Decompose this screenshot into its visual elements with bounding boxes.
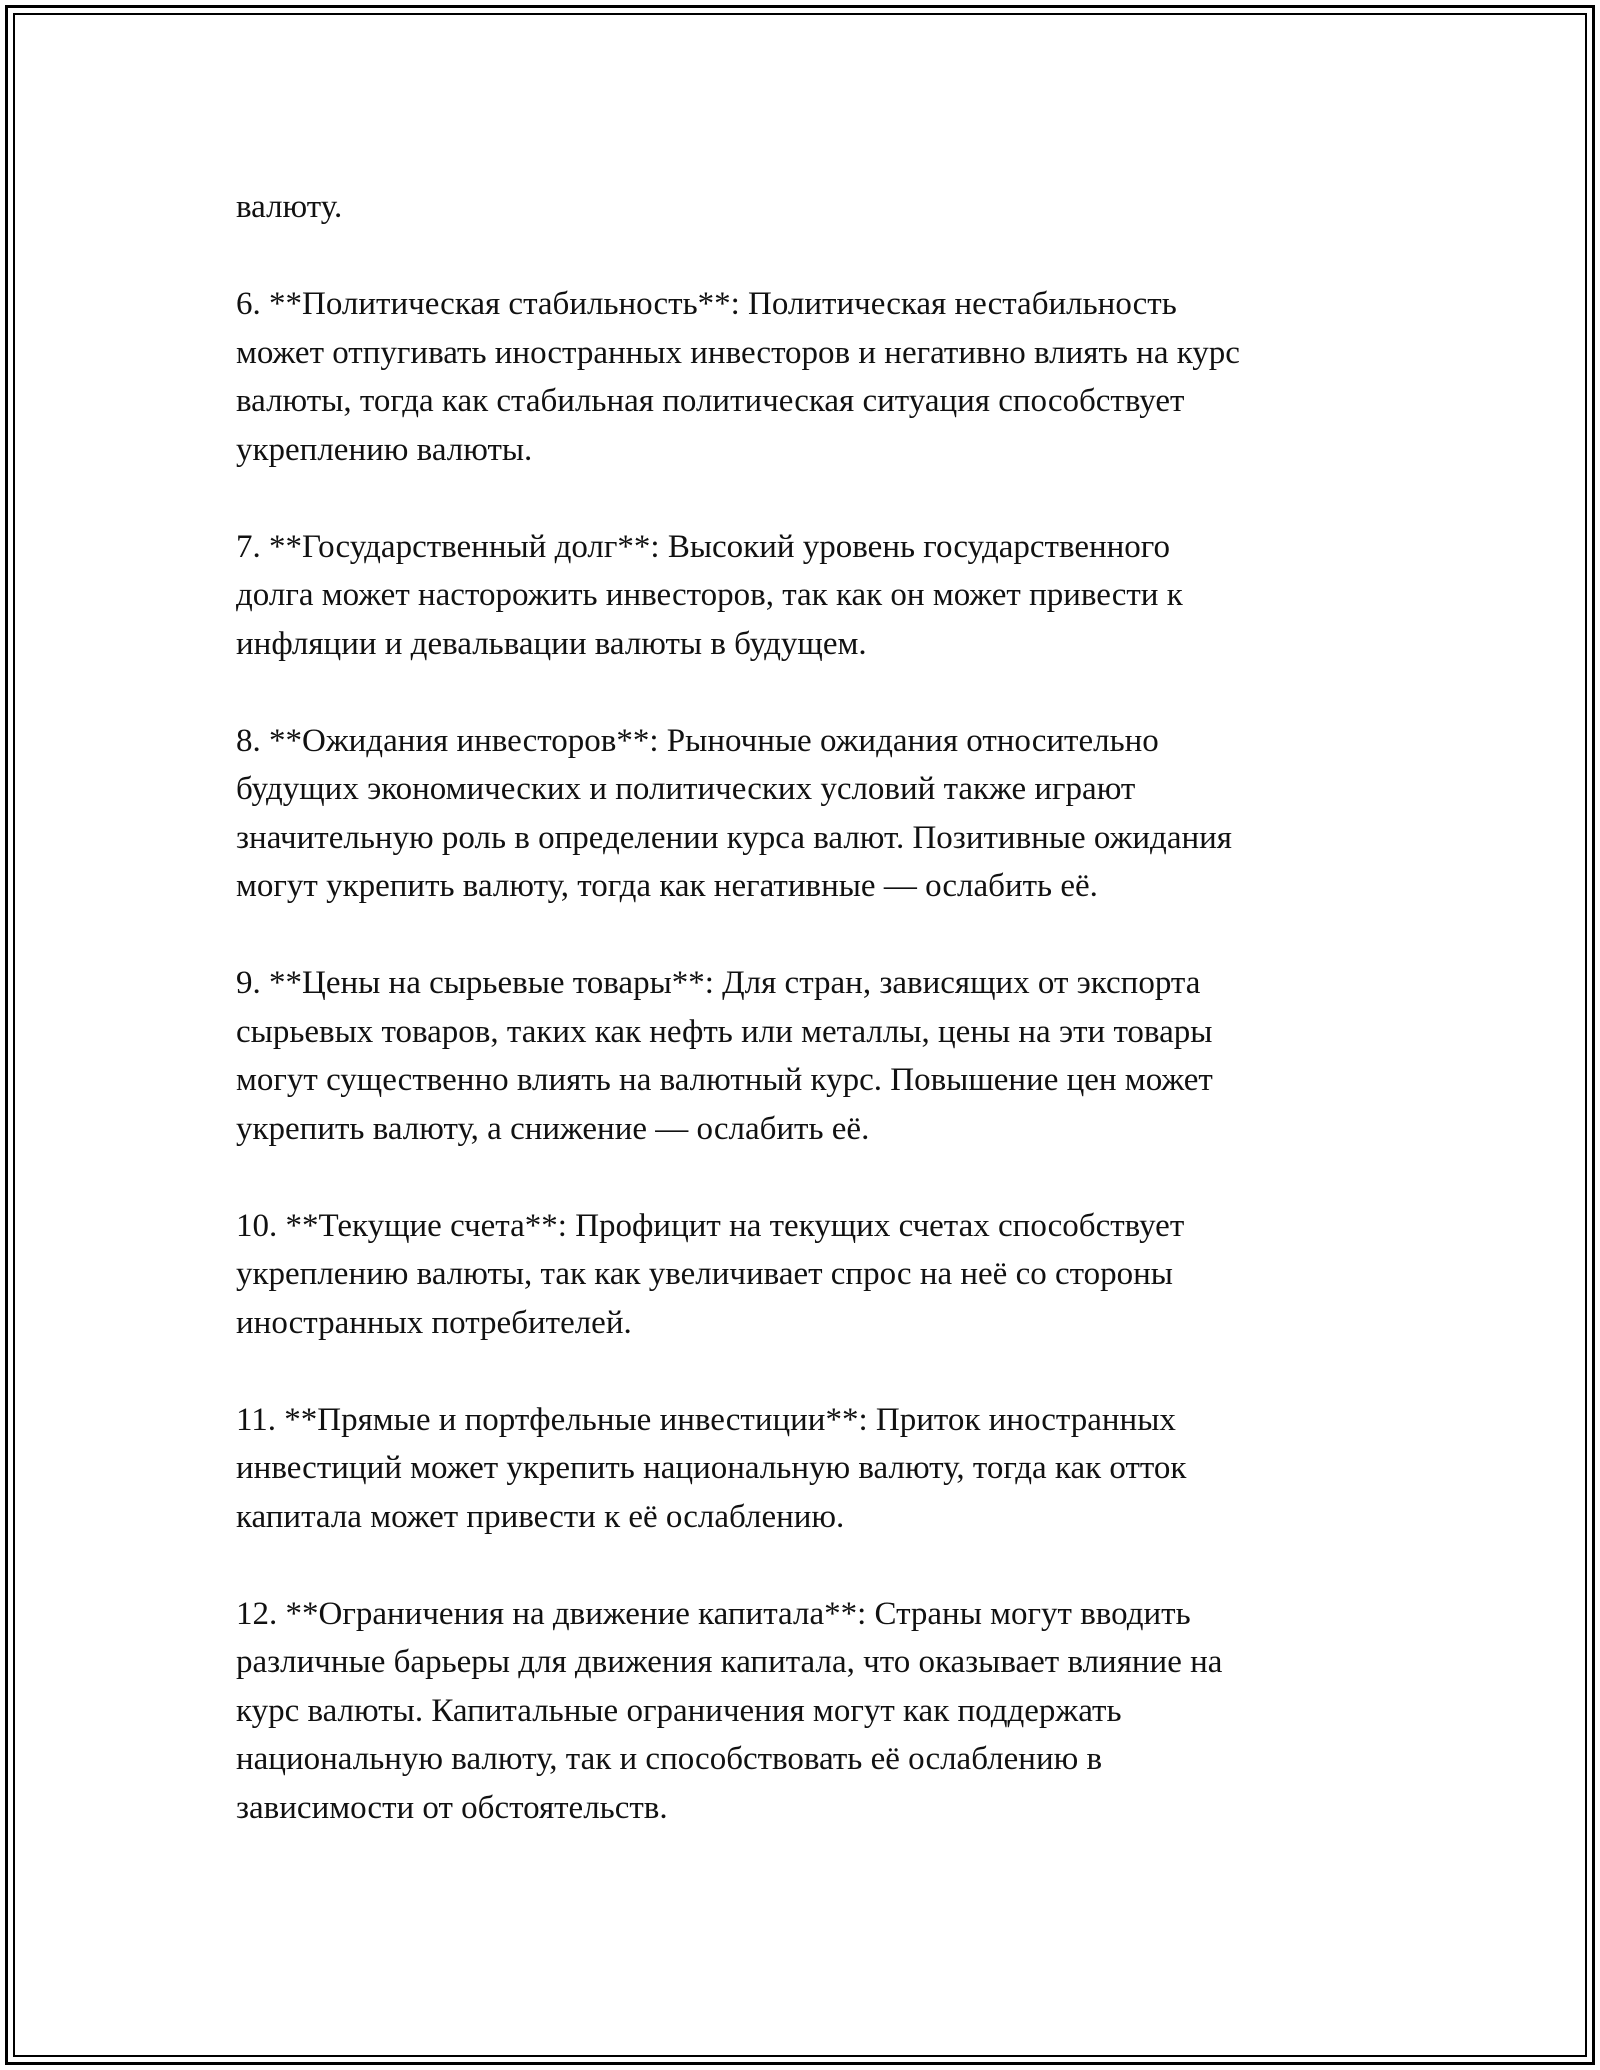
paragraph-investor-expectations: 8. **Ожидания инвесторов**: Рыночные ожидания относительно будущих экономических и политических условий также играют значительную роль в определении курса валют. Позитивные ожидания могут укрепить валюту, тогда как негативные — ослабить её. <box>236 722 1232 904</box>
paragraph-commodity-prices: 9. **Цены на сырьевые товары**: Для стран, зависящих от экспорта сырьевых товаров, таких как нефть или металлы, цены на эти товары могут существенно влиять на валютный курс. Повышение цен может укрепить валюту, а снижение — ослабить её. <box>236 965 1213 1147</box>
paragraph-political-stability: 6. **Политическая стабильность**: Политическая нестабильность может отпугивать иностранных инвесторов и негативно влиять на курс валюты, тогда как стабильная политическая ситуация способствует укреплению валюты. <box>236 286 1240 468</box>
paragraph-government-debt: 7. **Государственный долг**: Высокий уровень государственного долга может насторожить инвесторов, так как он может привести к инфляции и девальвации валюты в будущем. <box>236 528 1183 662</box>
paragraph-direct-portfolio-investment: 11. **Прямые и портфельные инвестиции**: Приток иностранных инвестиций может укрепить национальную валюту, тогда как отток капитала может привести к её ослаблению. <box>236 1401 1187 1535</box>
paragraph-capital-restrictions: 12. **Ограничения на движение капитала**: Страны могут вводить различные барьеры для движения капитала, что оказывает влияние на курс валюты. Капитальные ограничения могут как поддержать национальную валюту, так и способствовать её ослаблению в зависимости от обстоятельств. <box>236 1595 1223 1826</box>
document-body <box>236 183 1376 1881</box>
paragraph-continuation: валюту. <box>236 189 343 225</box>
paragraph-current-accounts: 10. **Текущие счета**: Профицит на текущих счетах способствует укреплению валюты, так как увеличивает спрос на неё со стороны иностранных потребителей. <box>236 1207 1185 1341</box>
